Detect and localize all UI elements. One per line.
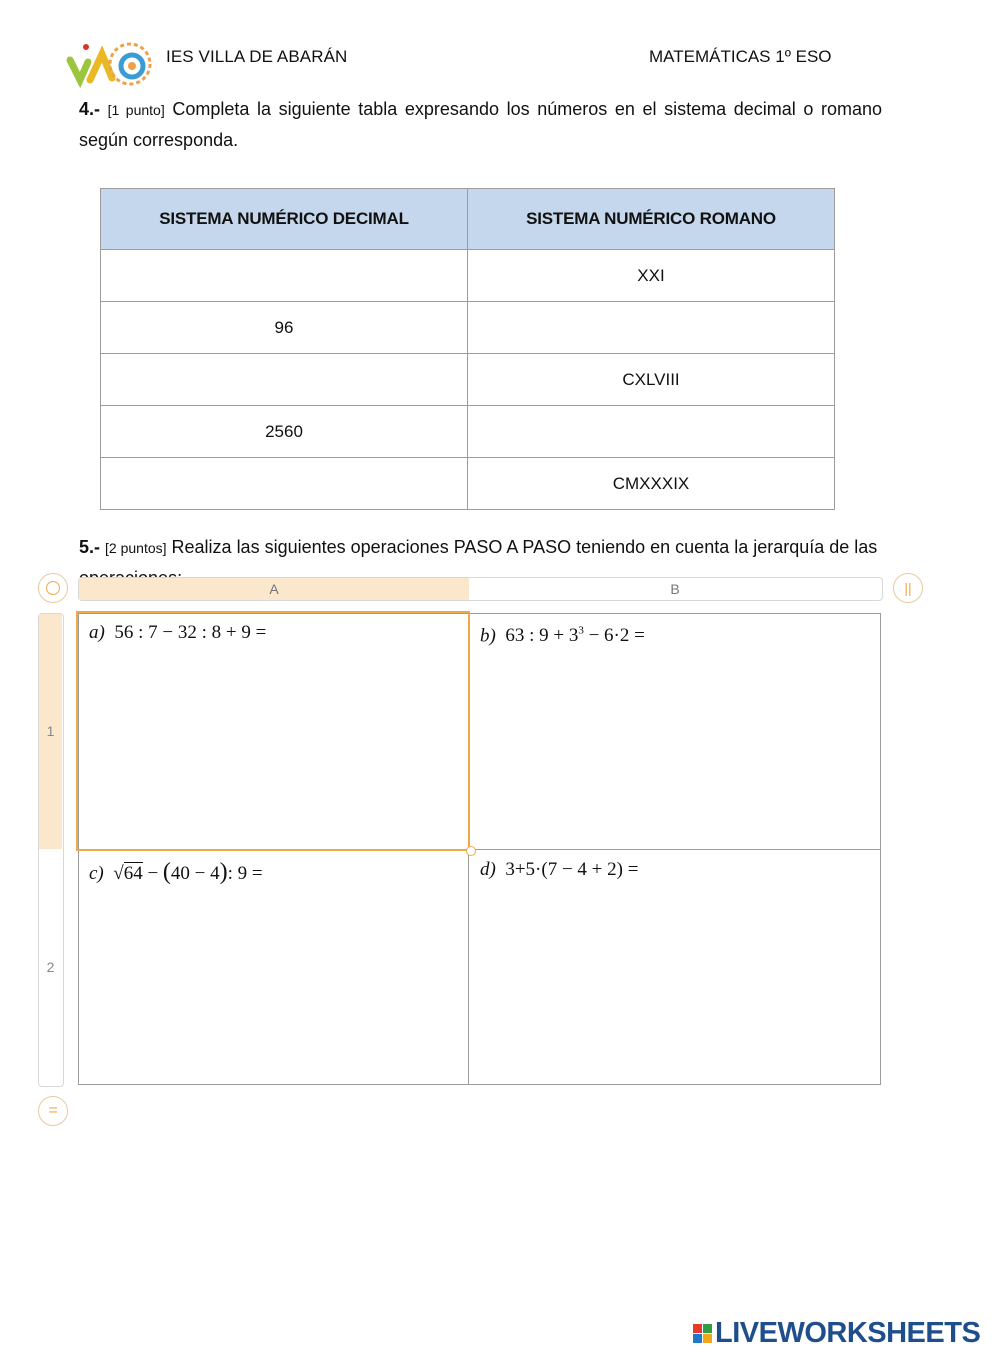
roman-cell: XXI <box>468 250 835 302</box>
table-header-row <box>101 189 835 250</box>
table-row <box>101 250 835 302</box>
operation-expression: 3+5·(7 − 4 + 2) = <box>505 859 639 880</box>
question-5 <box>79 532 882 577</box>
row-header-2[interactable]: 2 <box>46 959 55 975</box>
table-row <box>101 406 835 458</box>
question-number: 5.- <box>79 537 101 557</box>
equals-icon[interactable]: = <box>38 1096 68 1126</box>
operation-c <box>89 859 263 886</box>
selected-cell-a1[interactable] <box>76 611 470 851</box>
operation-d <box>480 859 638 881</box>
school-name: IES VILLA DE ABARÁN <box>166 47 348 66</box>
logo-block <box>693 1324 702 1333</box>
table-row <box>101 302 835 354</box>
operation-b <box>480 625 645 647</box>
operation-label: a) <box>89 622 105 643</box>
operation-label: b) <box>480 625 496 647</box>
header-decimal: SISTEMA NUMÉRICO DECIMAL <box>101 189 468 250</box>
school-logo-icon <box>66 40 154 88</box>
table-row <box>101 458 835 510</box>
decimal-cell: 2560 <box>101 406 468 458</box>
question-text: Completa la siguiente tabla expresando los números en el sistema decimal o romano según corresponda. <box>79 99 882 150</box>
operation-label: d) <box>480 859 496 880</box>
decimal-cell[interactable] <box>101 250 468 302</box>
roman-cell: CXLVIII <box>468 354 835 406</box>
liveworksheets-logo <box>693 1316 980 1350</box>
fill-handle[interactable] <box>466 846 476 856</box>
logo-block <box>703 1334 712 1343</box>
question-points: [1 punto] <box>107 102 165 118</box>
liveworksheets-logo-icon <box>693 1324 712 1343</box>
roman-cell[interactable] <box>468 302 835 354</box>
question-number: 4.- <box>79 99 101 119</box>
header-roman: SISTEMA NUMÉRICO ROMANO <box>468 189 835 250</box>
roman-cell[interactable] <box>468 406 835 458</box>
question-4 <box>79 94 882 155</box>
decimal-cell[interactable] <box>101 458 468 510</box>
subject-title: MATEMÁTICAS 1º ESO <box>649 47 832 66</box>
logo-block <box>693 1334 702 1343</box>
numeral-table <box>100 188 835 510</box>
question-points: [2 puntos] <box>105 540 167 556</box>
column-header-a[interactable]: A <box>79 578 469 600</box>
circle-icon[interactable] <box>38 573 68 603</box>
column-header-b[interactable]: B <box>670 581 680 597</box>
operation-expression: 63 : $9 + 3^3 - 6\cdot 2$ = <box>505 625 645 647</box>
brand-name: LIVEWORKSHEETS <box>715 1316 981 1349</box>
operation-expression: √64 − (40 − 4): 9 = <box>113 859 263 885</box>
row-header-1[interactable]: 1 <box>39 614 62 849</box>
question-text: Realiza las siguientes operaciones PASO A PASO teniendo en cuenta la jerarquía de las <box>171 537 878 557</box>
logo-block <box>703 1324 712 1333</box>
pause-icon[interactable]: || <box>893 573 923 603</box>
decimal-cell: 96 <box>101 302 468 354</box>
decimal-cell[interactable] <box>101 354 468 406</box>
table-row <box>101 354 835 406</box>
operation-label: c) <box>89 863 104 884</box>
operation-expression: 56 : 7 − 32 : 8 + 9 = <box>114 622 267 643</box>
roman-cell: CMXXXIX <box>468 458 835 510</box>
